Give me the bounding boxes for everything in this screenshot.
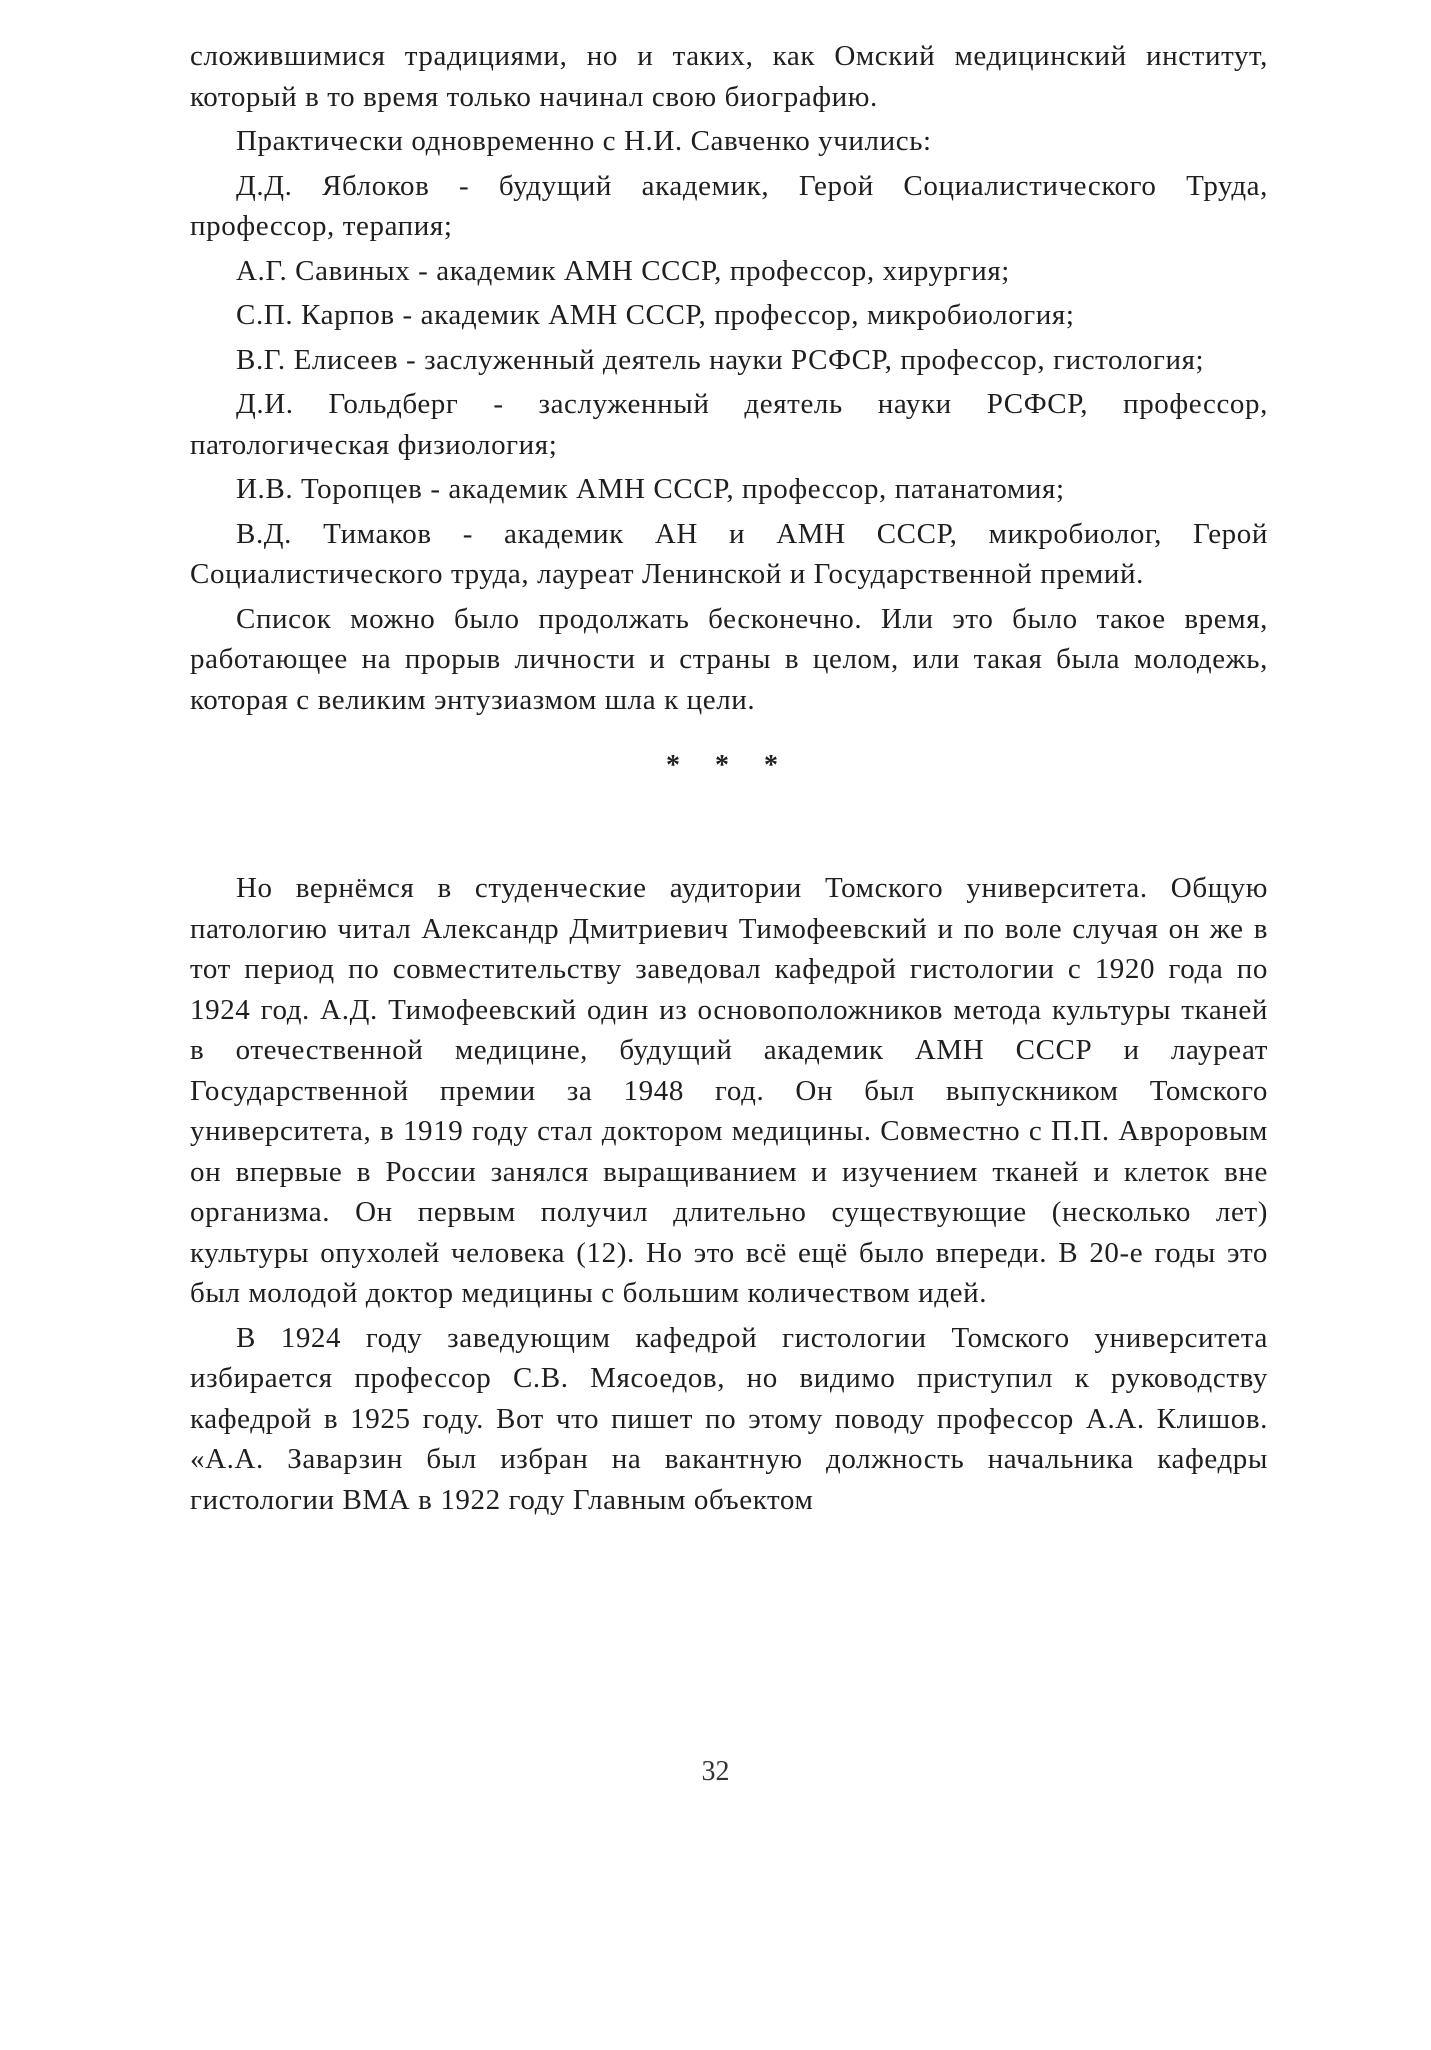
list-entry-eliseev: В.Г. Елисеев - заслуженный деятель науки РСФСР, профессор, гистология; — [236, 343, 1205, 376]
list-entry-karpov: С.П. Карпов - академик АМН СССР, профессор, микробиология; — [236, 299, 1075, 331]
page-number: 32 — [701, 1756, 730, 1787]
paragraph-myasoedov: В 1924 году заведующим кафедрой гистологии Томского университета избирается профессор С.В. Мясоедов, но видимо приступил к руководству кафедрой в 1925 году. Вот что пишет по этому поводу профессор А.А. Клишов. «А.А. Заварзин был избран на вакантную должность начальника кафедры гистологии ВМА в 1922 году Главным объектом — [190, 1321, 1268, 1516]
list-entry-toroptsev: И.В. Торопцев - академик АМН СССР, профессор, патанатомия; — [236, 473, 1065, 505]
section-break: * * * — [666, 750, 792, 781]
page-body — [190, 36, 1268, 1524]
list-entry-goldberg: Д.И. Гольдберг - заслуженный деятель науки РСФСР, профессор, патологическая физиология; — [190, 388, 1268, 461]
list-entry-yablokov: Д.Д. Яблоков - будущий академик, Герой Социалистического Труда, профессор, терапия; — [190, 169, 1268, 242]
list-entry-timakov: В.Д. Тимаков - академик АН и АМН СССР, микробиолог, Герой Социалистического труда, лауреат Ленинской и Государственной премий. — [190, 517, 1268, 590]
paragraph-timofeevsky: Но вернёмся в студенческие аудитории Томского университета. Общую патологию читал Александр Дмитриевич Тимофеевский и по воле случая он же в тот период по совместительству заведовал кафедрой гистологии с 1920 года по 1924 год. А.Д. Тимофеевский один из основоположников метода культуры тканей в отечественной медицине, будущий академик АМН СССР и лауреат Государственной премии за 1948 год. Он был выпускником Томского университета, в 1919 году стал доктором медицины. Совместно с П.П. Авроровым он впервые в России занялся выращиванием и изучением тканей и клеток вне организма. Он первым получил длительно существующие (несколько лет) культуры опухолей человека (12). Но это всё ещё было впереди. В 20-е годы это был молодой доктор медицины с большим количеством идей. — [190, 872, 1268, 1309]
paragraph-continuation: сложившимися традициями, но и таких, как Омский медицинский институт, который в то время только начинал свою биографию. — [190, 40, 1268, 113]
paragraph-list-conclusion: Список можно было продолжать бесконечно. Или это было такое время, работающее на прорыв личности и страны в целом, или такая была молодежь, которая с великим энтузиазмом шла к цели. — [190, 602, 1268, 716]
list-entry-savinykh: А.Г. Савиных - академик АМН СССР, профессор, хирургия; — [236, 254, 1010, 287]
paragraph-intro-list: Практически одновременно с Н.И. Савченко учились: — [236, 125, 932, 157]
